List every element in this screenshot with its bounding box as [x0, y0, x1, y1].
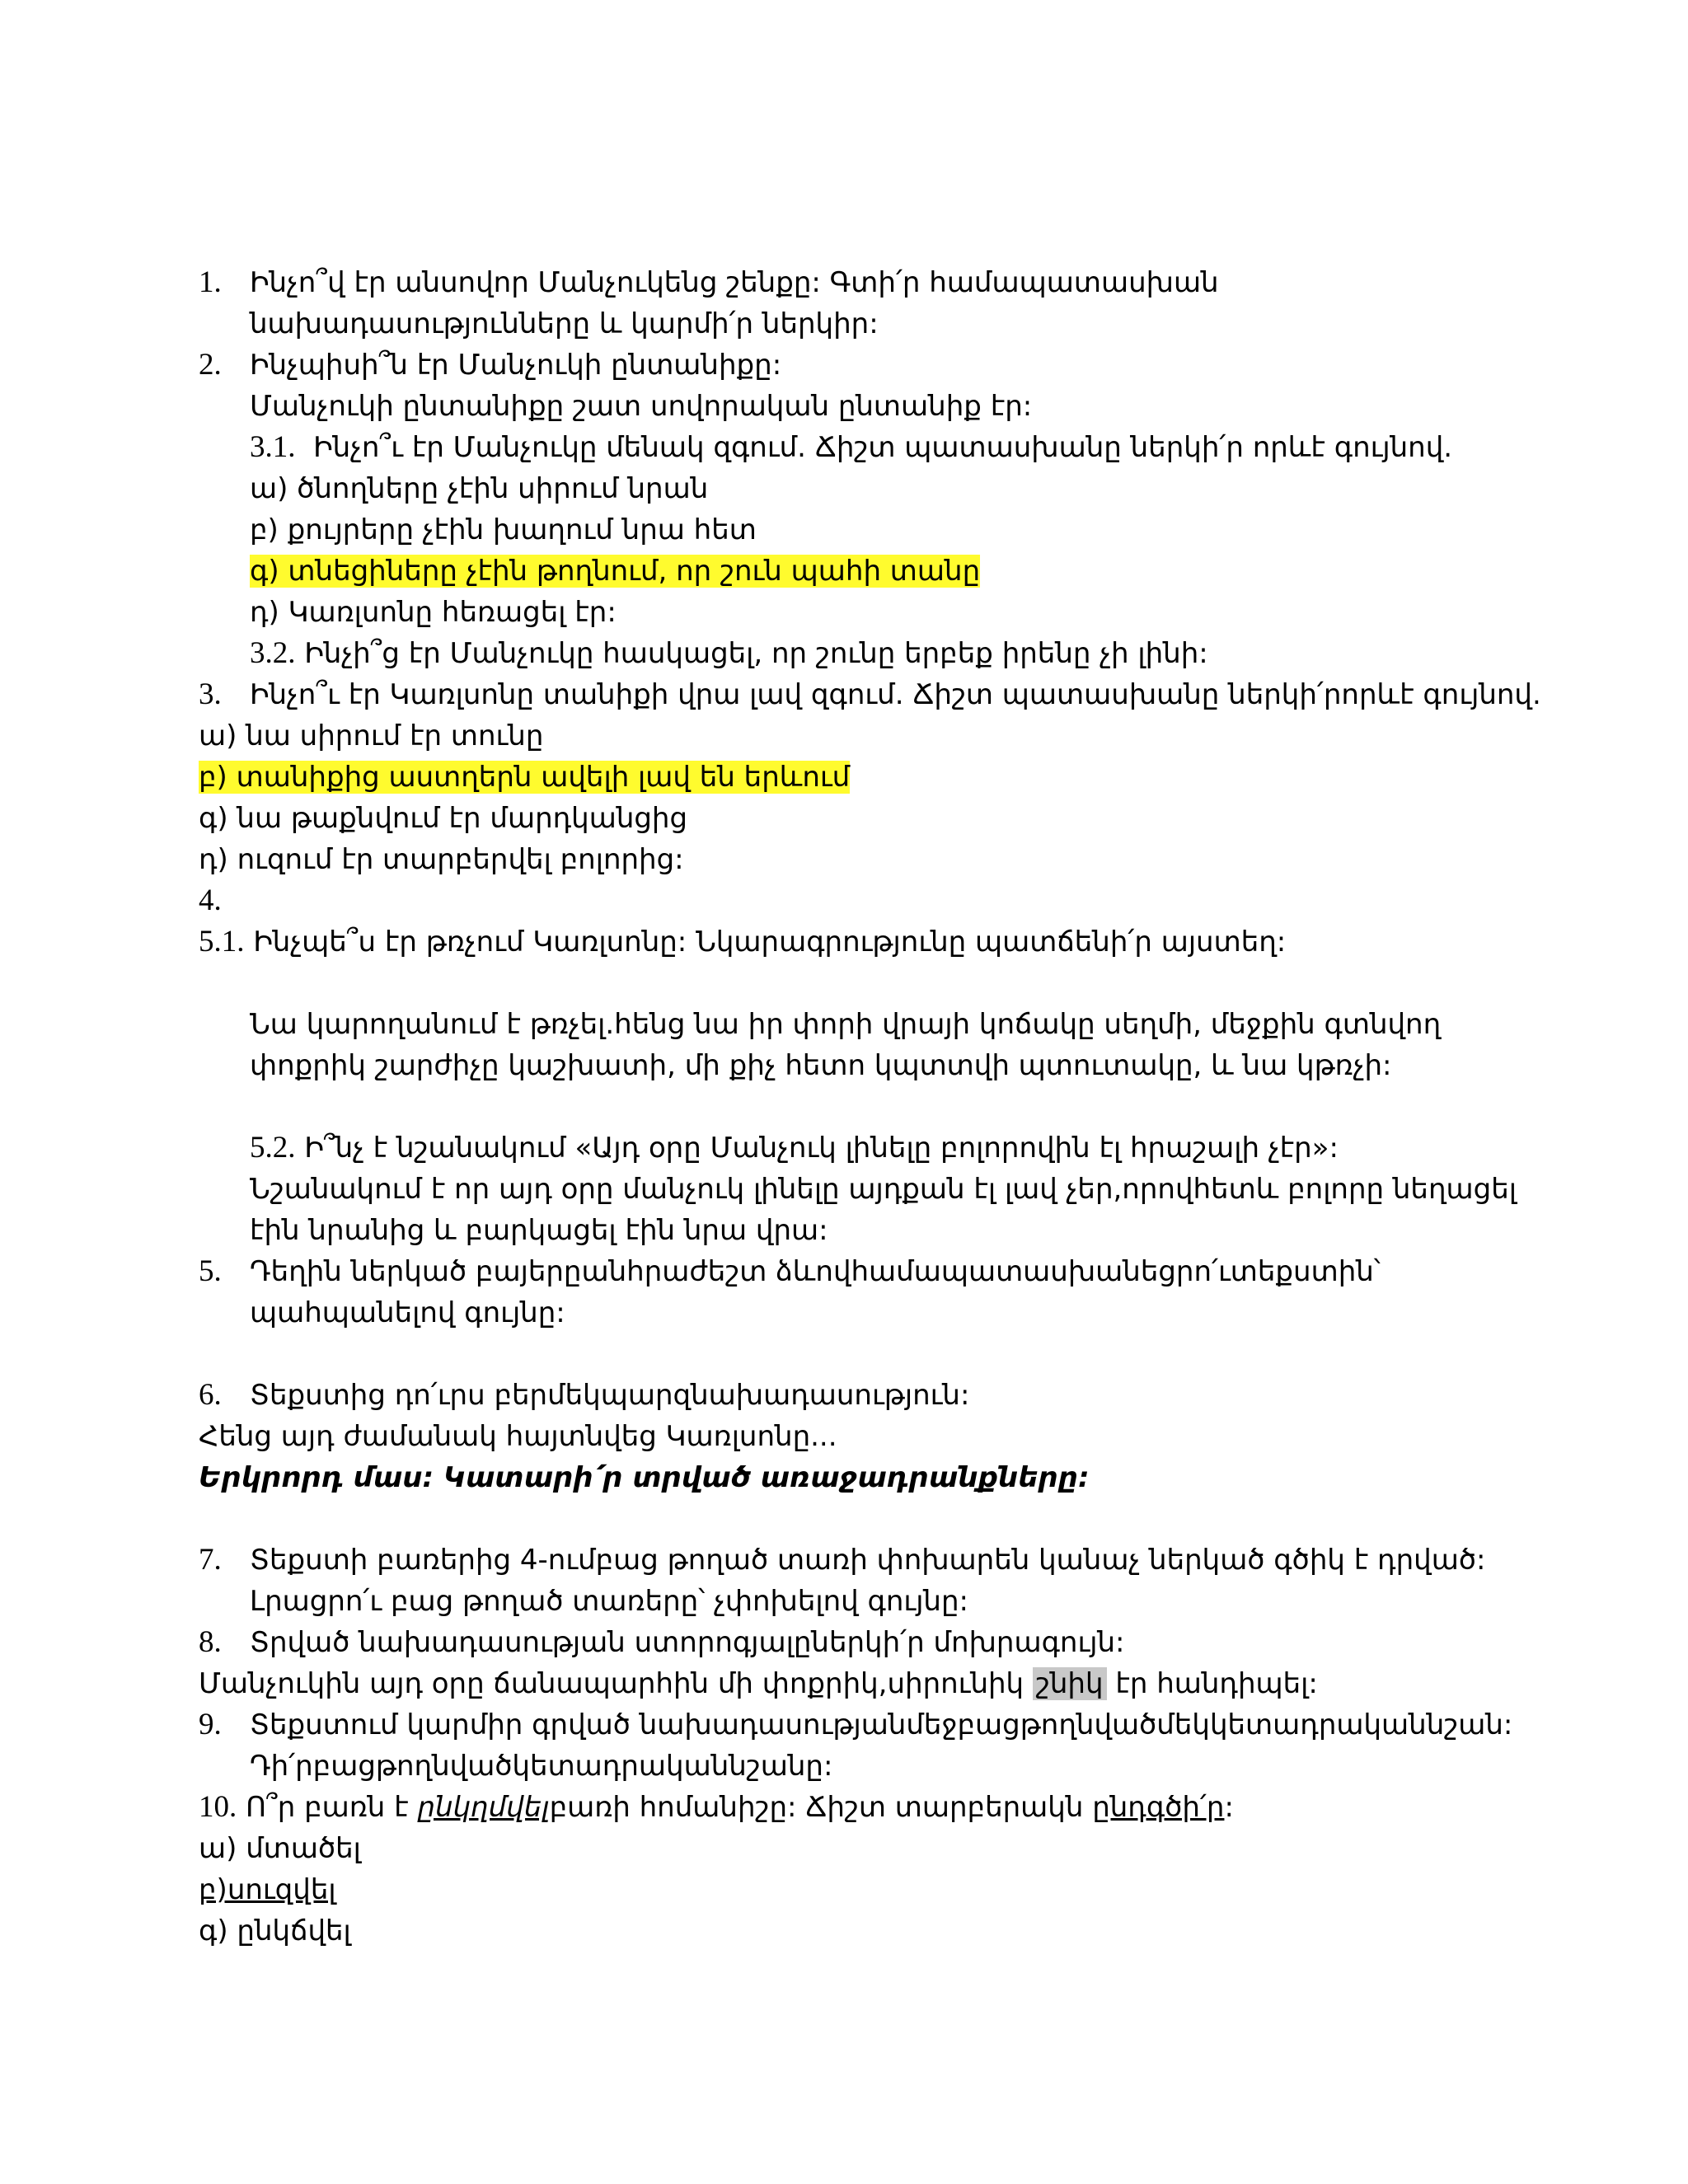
question-6	[199, 1375, 1550, 1416]
question-9-continuation: Դի՛րբացթողնվածկետադրականնշանը:	[250, 1750, 833, 1783]
question-number: 8.	[199, 1625, 222, 1659]
option-a: ա) մտածել	[199, 1832, 361, 1865]
question-number: 5.	[199, 1254, 222, 1288]
option-b-highlighted	[199, 757, 1550, 798]
question-text: Ինչպիսի՞ն էր Մանչուկի ընտանիքը:	[250, 349, 782, 382]
answer-5-2-line-2: էին նրանից և բարկացել էին նրա վրա:	[250, 1214, 828, 1247]
question-text: Ինչպե՞ս էր թռչում Կառլսոնը: Նկարագրությունը պատճենի՛ր այստեղ:	[253, 926, 1287, 958]
part-2-heading: Երկրորդ մաս: Կատարի՛ր տրված առաջադրանքները:	[199, 1461, 1090, 1494]
question-1	[199, 262, 1550, 303]
question-7-continuation: Լրացրո՛ւ բաց թողած տառերը՝ չփոխելով գույնը:	[250, 1585, 968, 1618]
question-8	[199, 1622, 1550, 1663]
answer-2: Մանչուկի ընտանիքը շատ սովորական ընտանիք էր:	[250, 390, 1033, 423]
sentence-text: Մանչուկին այդ օրը ճանապարհին մի փոքրիկ,սիրունիկ	[199, 1667, 1033, 1700]
question-3-2	[199, 633, 1550, 674]
option-d: դ) Կառլսոնը հեռացել էր:	[250, 596, 617, 629]
question-text: Տրված նախադասության ստորոգյալըներկի՛ր մոխրագույն:	[250, 1626, 1125, 1659]
answer-6: Հենց այդ ժամանակ հայտնվեց Կառլսոնը...	[199, 1420, 837, 1453]
underlined-word: ընդգծի՛ր	[1092, 1791, 1225, 1824]
answer-5-1-line-2: փոքրիկ շարժիչը կաշխատի, մի քիչ հետո կպտտվի պտուտակը, և նա կթռչի:	[250, 1049, 1392, 1082]
answer-5-2-line-1: Նշանակում է որ այդ օրը մանչուկ լինելը այդքան էլ լավ չեր,որովհետև բոլորը նեղացել	[250, 1173, 1517, 1206]
question-text: Ի՞նչ է նշանակում «Այդ օրը Մանչուկ լինելը բոլորովին էլ հրաշալի չէր»:	[304, 1132, 1339, 1165]
spacer	[199, 963, 1550, 1004]
question-number: 5.1.	[199, 925, 245, 958]
question-text: Ինչո՞վ էր անսովոր Մանչուկենց շենքը: Գտի՛ր համապատասխան	[250, 266, 1219, 299]
question-number: 3.	[199, 677, 222, 711]
spacer	[199, 1086, 1550, 1127]
option-b-underlined	[199, 1869, 1550, 1910]
question-number: 3.1.	[250, 430, 296, 464]
question-number: 6.	[199, 1378, 222, 1412]
question-number: 5.2.	[250, 1131, 296, 1165]
question-number: 7.	[199, 1543, 222, 1577]
question-3-1	[199, 427, 1550, 468]
spacer	[199, 1498, 1550, 1540]
question-4: 4.	[199, 883, 222, 917]
document-content	[199, 262, 1550, 1952]
question-text: Ո՞ր բառն է	[246, 1791, 418, 1824]
option-a: ա) նա սիրում էր տունը	[199, 719, 544, 752]
question-text: Ինչո՞ւ էր Մանչուկը մենակ զգում. Ճիշտ պատասխանը ներկի՛ր որևէ գույնով.	[313, 431, 1453, 464]
question-number: 10.	[199, 1790, 237, 1824]
option-a: ա) ծնողները չէին սիրում նրան	[250, 472, 709, 505]
sentence-8	[199, 1663, 1550, 1704]
answer-5-1-line-1: Նա կարողանում է թռչել.հենց նա իր փորի վրայի կոճակը սեղմի, մեջքին գտնվող	[250, 1008, 1442, 1041]
option-b: բ) քույրերը չէին խաղում նրա հետ	[250, 513, 757, 546]
question-text: :	[1224, 1791, 1234, 1824]
option-c: գ) նա թաքնվում էր մարդկանցից	[199, 802, 687, 835]
highlighted-answer: գ) տնեցիները չէին թողնում, որ շուն պահի տանը	[250, 555, 981, 588]
question-3	[199, 674, 1550, 715]
question-text: բառի հոմանիշը: Ճիշտ տարբերակն	[549, 1791, 1093, 1824]
highlighted-answer: բ) տանիքից աստղերն ավելի լավ են երևում	[199, 761, 851, 794]
question-5-1	[199, 921, 1550, 963]
spacer	[199, 1333, 1550, 1375]
question-number: 1.	[199, 265, 222, 299]
question-text: Տեքստից դո՛ւրս բերմեկպարզնախադասություն:	[250, 1379, 970, 1412]
grey-highlighted-word: շնիկ	[1033, 1667, 1107, 1700]
question-2	[199, 344, 1550, 386]
option-d: դ) ուզում էր տարբերվել բոլորից:	[199, 843, 684, 876]
question-5-continuation: պահպանելով գույնը:	[250, 1296, 565, 1329]
option-c: գ) ընկճվել	[199, 1915, 351, 1947]
option-c-highlighted	[199, 551, 1550, 592]
question-number: 3.2.	[250, 636, 296, 670]
question-text: Տեքստում կարմիր գրված նախադասությանմեջբացթողնվածմեկկետադրականնշան:	[250, 1708, 1513, 1741]
question-1-continuation: նախադասությունները և կարմի՛ր ներկիր:	[250, 307, 879, 340]
question-5-2	[199, 1127, 1550, 1169]
italic-underlined-word: ընկղմվել	[417, 1791, 550, 1824]
question-5	[199, 1251, 1550, 1292]
question-7	[199, 1540, 1550, 1581]
question-10	[199, 1787, 1550, 1828]
question-9	[199, 1704, 1550, 1746]
underlined-answer: բ)սուզվել	[199, 1873, 336, 1906]
question-text: Դեղին ներկած բայերըանհրաժեշտ ձևովհամապատասխանեցրո՛ւտեքստին՝	[250, 1255, 1381, 1288]
question-number: 9.	[199, 1708, 222, 1741]
question-text: Տեքստի բառերից 4-ումբաց թողած տառի փոխարեն կանաչ ներկած գծիկ է դրված:	[250, 1544, 1486, 1577]
sentence-text: էր հանդիպել:	[1106, 1667, 1318, 1700]
question-text: Ինչո՞ւ էր Կառլսոնը տանիքի վրա լավ զգում. Ճիշտ պատասխանը ներկի՛րորևէ գույնով.	[250, 678, 1541, 711]
question-number: 2.	[199, 348, 222, 382]
question-text: Ինչի՞ց էր Մանչուկը հասկացել, որ շունը երբեք իրենը չի լինի:	[304, 637, 1208, 670]
